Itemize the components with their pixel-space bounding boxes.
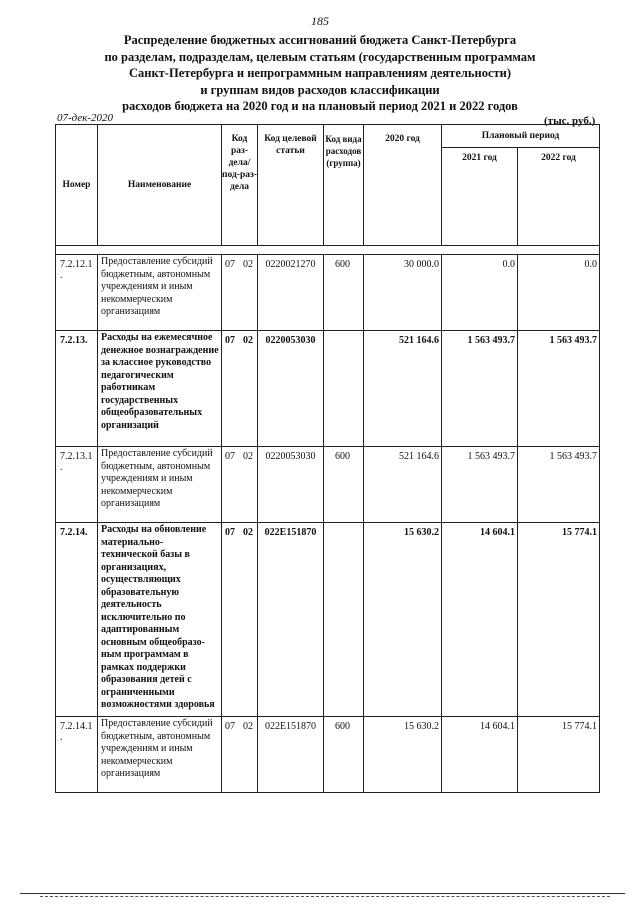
title-line: по разделам, подразделам, целевым статьям (государственным программам (104, 49, 536, 64)
row-subsection: 02 (240, 255, 258, 331)
row-number: 7.2.14. (56, 523, 98, 717)
row-number: 7.2.13. (56, 331, 98, 447)
row-2020: 521 164.6 (364, 331, 442, 447)
header-planned-period: Плановый период (442, 125, 600, 148)
title-line: Распределение бюджетных ассигнований бюджета Санкт-Петербурга (123, 33, 517, 47)
row-subsection: 02 (240, 331, 258, 447)
title-line: расходов бюджета на 2020 год и на плановый период 2021 и 2022 годов (122, 99, 518, 113)
row-target: 0220053030 (258, 447, 324, 523)
table-row (56, 523, 600, 717)
row-name: Предоставление субсидий бюджетным, автономным учреждениям и иным некоммерческим организациям (98, 717, 222, 793)
row-2022: 1 563 493.7 (518, 447, 600, 523)
row-2020: 521 164.6 (364, 447, 442, 523)
row-section: 07 (222, 255, 240, 331)
row-2022: 0.0 (518, 255, 600, 331)
row-kvr: 600 (324, 255, 364, 331)
row-2022: 1 563 493.7 (518, 331, 600, 447)
row-name: Предоставление субсидий бюджетным, автономным учреждениям и иным некоммерческим организациям (98, 255, 222, 331)
header-name: Наименование (98, 125, 222, 246)
document-title (60, 32, 580, 115)
row-2022: 15 774.1 (518, 717, 600, 793)
row-2020: 30 000.0 (364, 255, 442, 331)
row-name: Расходы на ежемесячное денежное вознаграждение за классное руководство педагогическим работникам государственных общеобразовательных организаций (98, 331, 222, 447)
bottom-divider (20, 893, 625, 894)
row-2020: 15 630.2 (364, 523, 442, 717)
row-target: 022E151870 (258, 717, 324, 793)
units-label: (тыс. руб.) (544, 115, 596, 127)
row-name: Расходы на обновление материально-технической базы в организациях, осуществляющих образовательную деятельность исключительно по адаптированным основным общеобразо-ным программам в рамках поддержки образования детей с ограниченными возможностями здоровья (98, 523, 222, 717)
page-number: 185 (311, 14, 329, 28)
row-section: 07 (222, 523, 240, 717)
row-target: 0220021270 (258, 255, 324, 331)
row-section: 07 (222, 447, 240, 523)
row-number: 7.2.13.1 . (56, 447, 98, 523)
header-expense-type: Код вида расходов (группа) (324, 125, 364, 246)
row-kvr (324, 523, 364, 717)
row-kvr: 600 (324, 447, 364, 523)
table-row (56, 255, 600, 331)
bottom-scan-edge (40, 896, 610, 897)
title-line: и группам видов расходов классификации (200, 82, 440, 97)
header-2022: 2022 год (518, 148, 600, 246)
row-name: Предоставление субсидий бюджетным, автономным учреждениям и иным некоммерческим организациям (98, 447, 222, 523)
row-2021: 1 563 493.7 (442, 447, 518, 523)
header-number: Номер (56, 125, 98, 246)
row-subsection: 02 (240, 447, 258, 523)
table-row (56, 331, 600, 447)
row-2021: 14 604.1 (442, 717, 518, 793)
row-kvr (324, 331, 364, 447)
row-number: 7.2.14.1 . (56, 717, 98, 793)
row-target: 022E151870 (258, 523, 324, 717)
row-subsection: 02 (240, 523, 258, 717)
row-subsection: 02 (240, 717, 258, 793)
row-2021: 0.0 (442, 255, 518, 331)
row-kvr: 600 (324, 717, 364, 793)
header-2021: 2021 год (442, 148, 518, 246)
header-target-code: Код целевой статьи (258, 125, 324, 246)
row-target: 0220053030 (258, 331, 324, 447)
title-line: Санкт-Петербурга и непрограммным направлениям деятельности) (128, 66, 511, 80)
row-section: 07 (222, 717, 240, 793)
row-2021: 14 604.1 (442, 523, 518, 717)
row-number: 7.2.12.1 . (56, 255, 98, 331)
row-section: 07 (222, 331, 240, 447)
header-2020: 2020 год (364, 125, 442, 246)
table-row (56, 717, 600, 793)
row-2021: 1 563 493.7 (442, 331, 518, 447)
row-2022: 15 774.1 (518, 523, 600, 717)
document-date: 07-дек-2020 (57, 112, 114, 124)
row-2020: 15 630.2 (364, 717, 442, 793)
table-row (56, 447, 600, 523)
budget-table (55, 124, 600, 793)
header-section-code: Код раз-дела/ под-раз-дела (222, 125, 258, 246)
